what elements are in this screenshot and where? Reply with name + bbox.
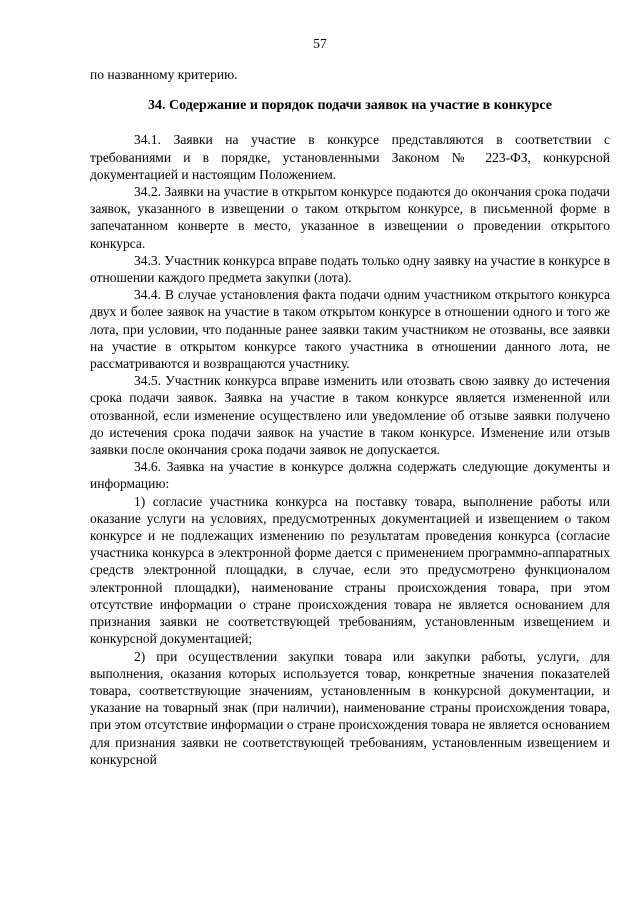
paragraph-34-1: 34.1. Заявки на участие в конкурсе представляются в соответствии с требованиями и в порядке, установленными Законом № 223-ФЗ, конкурсной документацией и настоящим Положением.	[90, 132, 610, 182]
paragraph-34-4: 34.4. В случае установления факта подачи одним участником открытого конкурса двух и более заявок на участие в таком открытом конкурсе в отношении одного и того же лота, при условии, что поданные ранее заявки таким участником не отозваны, все заявки на участие в открытом конкурсе такого участника в отношении данного лота, не рассматриваются и возвращаются участнику.	[90, 287, 610, 372]
paragraph-34-6: 34.6. Заявка на участие в конкурсе должна содержать следующие документы и информацию:	[90, 459, 610, 492]
list-item-2: 2) при осуществлении закупки товара или закупки работы, услуги, для выполнения, оказания которых используется товар, конкретные значения показателей товара, соответствующие значениям, установленным в конкурсной документации, и указание на товарный знак (при наличии), наименование страны происхождения товара, при этом отсутствие информации о стране происхождения товара не является основанием для признания заявки не соответствующей требованиям, установленным извещением и конкурсной	[90, 648, 610, 767]
section-title: 34. Содержание и порядок подачи заявок на участие в конкурсе	[148, 98, 552, 114]
paragraph-34-3: 34.3. Участник конкурса вправе подать только одну заявку на участие в конкурсе в отношении каждого предмета закупки (лота).	[90, 252, 610, 286]
lead-line: по названному критерию.	[90, 67, 238, 82]
paragraph-34-5: 34.5. Участник конкурса вправе изменить или отозвать свою заявку до истечения срока подачи заявок. Заявка на участие в таком конкурсе является измененной или отозванной, если изменение осуществлено или уведомление об отзыве заявки получено до истечения срока подачи заявок на участие в таком конкурсе. Изменение или отзыв заявки после окончания срока подачи заявок не допускается.	[90, 373, 610, 458]
list-item-1: 1) согласие участника конкурса на поставку товара, выполнение работы или оказание услуги на условиях, предусмотренных документацией и извещением о таком конкурсе и не подлежащих изменению по результатам проведения конкурса (согласие участника конкурса в электронной форме дается с применением программно-аппаратных средств электронной площадки, в случае, если это предусмотрено функционалом электронной площадки), наименование страны происхождения товара, при этом отсутствие информации о стране происхождения товара не является основанием для признания заявки не соответствующей требованиям, установленным извещением и конкурсной документацией;	[90, 493, 610, 647]
paragraph-34-2: 34.2. Заявки на участие в открытом конкурсе подаются до окончания срока подачи заявок, указанного в извещении о таком открытом конкурсе, в письменной форме в запечатанном конверте в место, указанное в извещении о проведении открытого конкурса.	[90, 184, 610, 251]
page-number: 57	[313, 36, 327, 51]
document-body	[90, 66, 610, 768]
